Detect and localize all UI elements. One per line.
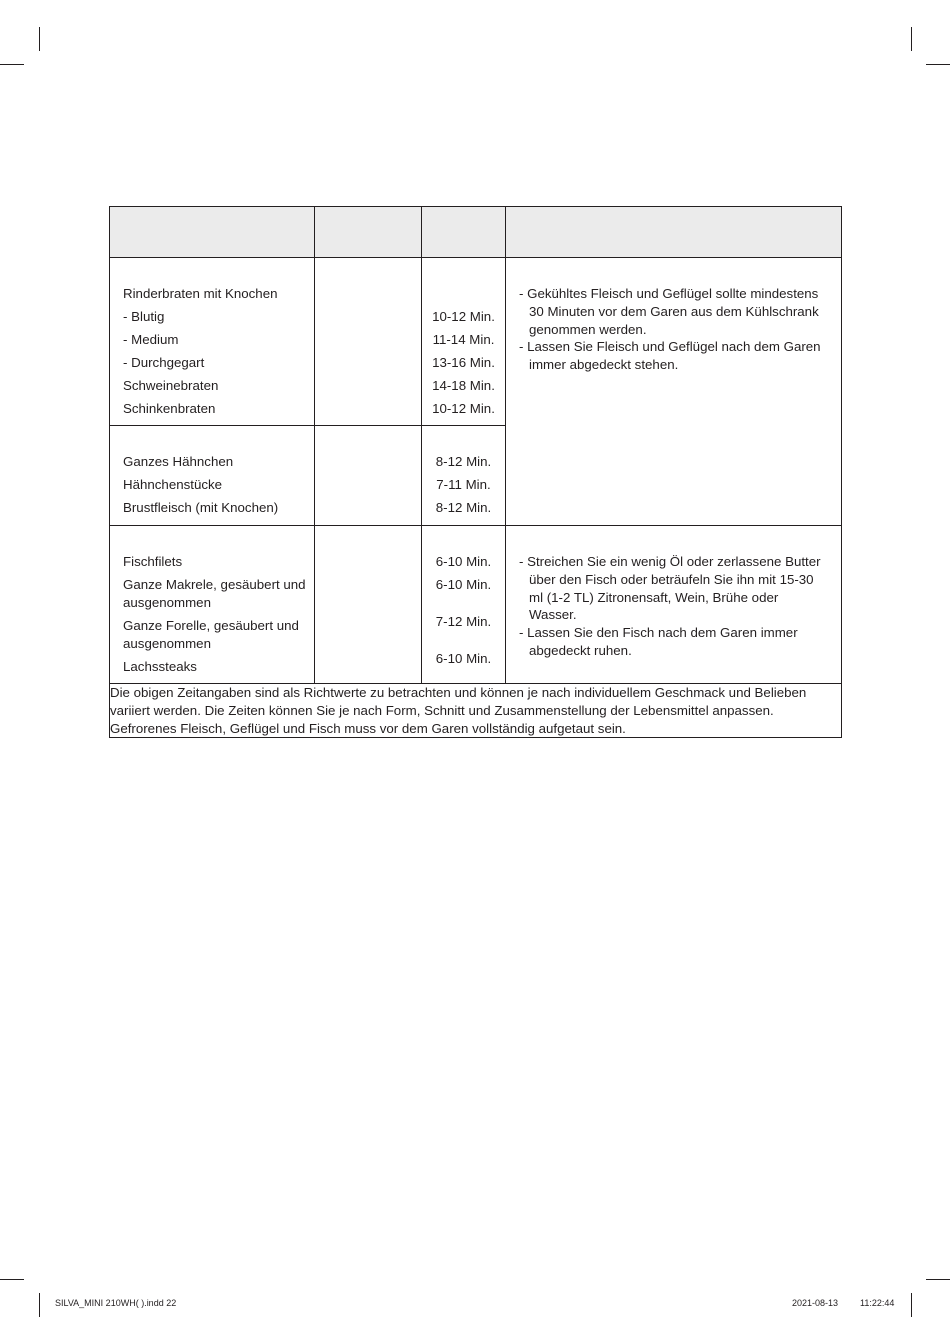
fish-food-cell <box>110 526 315 684</box>
food-item: Rinderbraten mit Knochen <box>123 286 278 301</box>
time-value: 13-16 Min. <box>432 355 495 370</box>
slug-date: 2021-08-13 <box>792 1298 839 1308</box>
time-value <box>422 285 505 303</box>
meat-power-cell <box>315 258 422 426</box>
table-row-meat <box>110 258 842 426</box>
crop-mark <box>911 27 912 51</box>
crop-mark <box>926 1279 950 1280</box>
food-item: - Durchgegart <box>123 355 205 370</box>
food-item: Hähnchenstücke <box>123 477 223 492</box>
crop-mark <box>926 64 950 65</box>
meat-food-cell <box>110 258 315 426</box>
table-row-fish <box>110 526 842 684</box>
time-value: 10-12 Min. <box>432 401 495 416</box>
fish-power-cell <box>315 526 422 684</box>
crop-mark <box>0 64 24 65</box>
meat-poultry-notes-cell <box>506 258 842 526</box>
food-item: Schinkenbraten <box>123 401 216 416</box>
poultry-power-cell <box>315 426 422 526</box>
poultry-food-cell <box>110 426 315 526</box>
food-item: Ganzes Hähnchen <box>123 454 234 469</box>
time-value: 7-11 Min. <box>436 477 491 492</box>
food-item: Lachssteaks <box>123 659 197 674</box>
time-value: 14-18 Min. <box>432 378 495 393</box>
time-value: 8-12 Min. <box>435 500 492 515</box>
note-text: - Lassen Sie den Fisch nach dem Garen immer abgedeckt ruhen. <box>519 625 798 658</box>
fish-time-cell <box>422 526 506 684</box>
food-item: Ganze Forelle, gesäubert und ausgenommen <box>123 618 299 651</box>
poultry-time-cell <box>422 426 506 526</box>
meat-time-cell <box>422 258 506 426</box>
time-value: 6-10 Min. <box>435 577 492 592</box>
food-item: - Blutig <box>123 309 165 324</box>
crop-mark <box>39 27 40 51</box>
time-value: 11-14 Min. <box>432 332 495 347</box>
time-value: 7-12 Min. <box>435 614 492 629</box>
header-food <box>110 207 315 258</box>
time-value: 6-10 Min. <box>435 554 492 569</box>
footer-note: Die obigen Zeitangaben sind als Richtwerte zu betrachten und können je nach individuellem Geschmack und Belieben variiert werden. Die Zeiten können Sie je nach Form, Schnitt und Zusammenstellung der Lebensmittel anpassen. Gefrorenes Fleisch, Geflügel und Fisch muss vor dem Garen vollständig aufgetaut sein. <box>110 684 842 738</box>
food-item: Ganze Makrele, gesäubert und ausgenommen <box>123 577 306 610</box>
food-item: Fischfilets <box>123 554 183 569</box>
time-value: 6-10 Min. <box>435 651 492 666</box>
slug-filename: SILVA_MINI 210WH( ).indd 22 <box>55 1298 177 1308</box>
note-text: - Streichen Sie ein wenig Öl oder zerlassene Butter über den Fisch oder beträufeln Sie ihn mit 15-30 ml (1-2 TL) Zitronensaft, Wein, Brühe oder Wasser. <box>519 554 821 623</box>
food-item: Schweinebraten <box>123 378 219 393</box>
table-header-row <box>110 207 842 258</box>
slug-time: 11:22:44 <box>860 1298 895 1308</box>
crop-mark <box>39 1293 40 1317</box>
crop-mark <box>911 1293 912 1317</box>
header-time <box>422 207 506 258</box>
crop-mark <box>0 1279 24 1280</box>
note-text: - Gekühltes Fleisch und Geflügel sollte mindestens 30 Minuten vor dem Garen aus dem Kühlschrank genommen werden. <box>519 286 819 337</box>
time-value: 10-12 Min. <box>432 309 495 324</box>
food-item: Brustfleisch (mit Knochen) <box>123 500 279 515</box>
fish-notes-cell <box>506 526 842 684</box>
cooking-guide-table <box>109 206 842 738</box>
header-power <box>315 207 422 258</box>
header-notes <box>506 207 842 258</box>
food-item: - Medium <box>123 332 179 347</box>
table-row-footer <box>110 684 842 738</box>
time-value: 8-12 Min. <box>435 454 492 469</box>
note-text: - Lassen Sie Fleisch und Geflügel nach dem Garen immer abgedeckt stehen. <box>519 339 821 373</box>
